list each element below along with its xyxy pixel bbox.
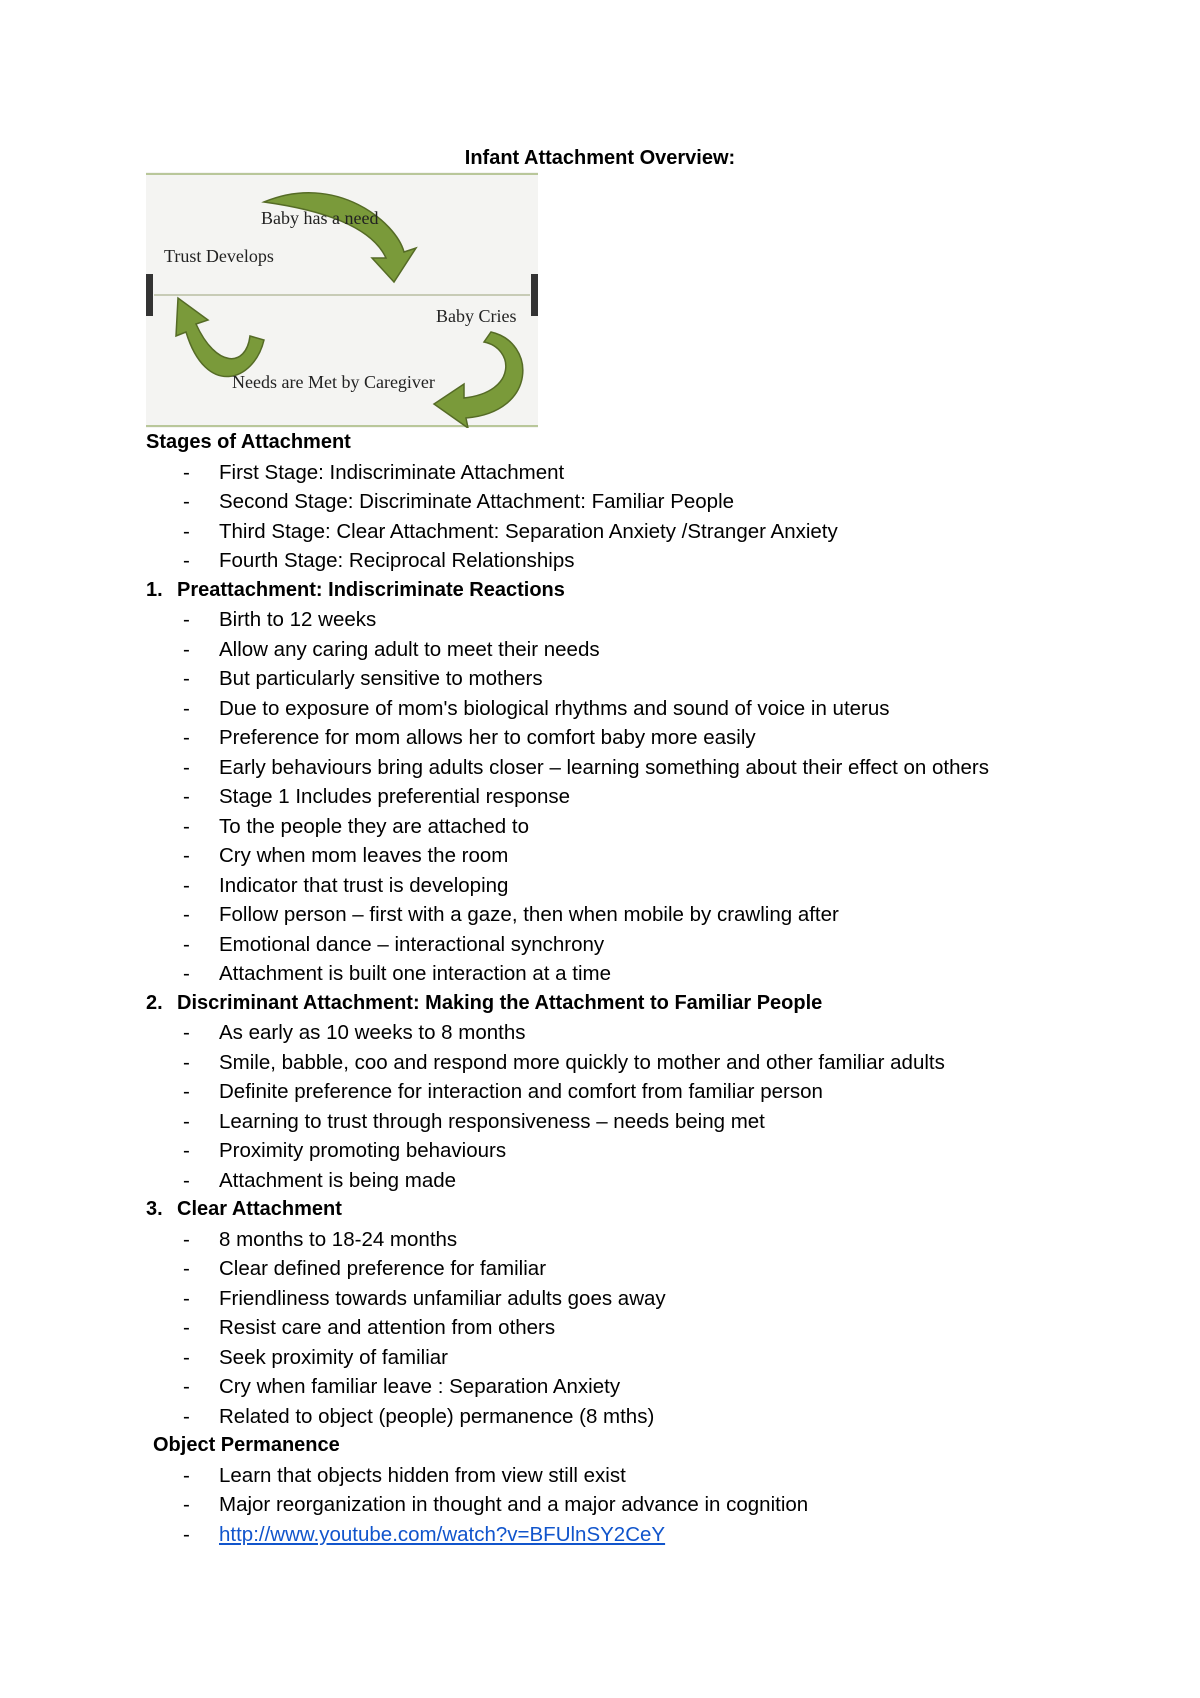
list-item: - Second Stage: Discriminate Attachment: Familiar People xyxy=(183,490,735,513)
list-item: - Related to object (people) permanence (8 mths) xyxy=(183,1404,655,1428)
list-item: - Emotional dance – interactional synchrony xyxy=(183,932,605,956)
stages-heading: Stages of Attachment xyxy=(146,431,351,453)
page-title: Infant Attachment Overview: xyxy=(464,147,736,169)
preattachment-heading: 1. Preattachment: Indiscriminate Reactions xyxy=(146,578,565,601)
discriminant-heading: 2. Discriminant Attachment: Making the Attachment to Familiar People xyxy=(146,991,823,1014)
list-item: - To the people they are attached to xyxy=(183,814,530,838)
list-item: - Proximity promoting behaviours xyxy=(183,1139,507,1162)
list-item: - Attachment is built one interaction at a time xyxy=(183,962,611,985)
document-body xyxy=(146,428,1156,1549)
label-baby-cries: Baby Cries xyxy=(436,306,517,326)
label-baby-has-need: Baby has a need xyxy=(261,208,379,228)
clear-attachment-heading: 3. Clear Attachment xyxy=(146,1198,342,1220)
list-item: - Cry when mom leaves the room xyxy=(183,844,509,867)
attachment-cycle-diagram xyxy=(146,172,538,428)
list-item: - Allow any caring adult to meet their needs xyxy=(183,637,600,661)
list-item: - Smile, babble, coo and respond more quickly to mother and other familiar adults xyxy=(183,1050,945,1074)
preattachment-list xyxy=(146,605,1156,989)
object-permanence-list xyxy=(146,1461,1156,1550)
youtube-link[interactable]: http://www.youtube.com/watch?v=BFUlnSY2CeY xyxy=(219,1522,666,1546)
list-item: - Birth to 12 weeks xyxy=(183,608,377,631)
list-item: - Due to exposure of mom's biological rhythms and sound of voice in uterus xyxy=(183,696,890,720)
list-item: - Early behaviours bring adults closer – learning something about their effect on others xyxy=(183,755,989,779)
left-edge-bar xyxy=(146,274,153,316)
list-item: - Clear defined preference for familiar xyxy=(183,1257,547,1280)
list-item: - As early as 10 weeks to 8 months xyxy=(183,1021,526,1044)
list-item: - 8 months to 18-24 months xyxy=(183,1227,458,1251)
list-item: - Learning to trust through responsiveness – needs being met xyxy=(183,1109,765,1133)
list-item: - First Stage: Indiscriminate Attachment xyxy=(183,460,565,484)
stages-list xyxy=(146,458,1156,576)
list-item: - But particularly sensitive to mothers xyxy=(183,667,543,690)
clear-attachment-list xyxy=(146,1225,1156,1432)
list-item: - Friendliness towards unfamiliar adults goes away xyxy=(183,1286,666,1310)
list-item: - Indicator that trust is developing xyxy=(183,873,509,897)
list-item: - Stage 1 Includes preferential response xyxy=(183,785,571,808)
label-trust-develops: Trust Develops xyxy=(164,246,274,266)
list-item: - Attachment is being made xyxy=(183,1168,457,1192)
list-item: - Resist care and attention from others xyxy=(183,1316,556,1339)
list-item: - Learn that objects hidden from view still exist xyxy=(183,1463,626,1487)
list-item: - http://www.youtube.com/watch?v=BFUlnSY2CeY xyxy=(183,1522,666,1546)
list-item: - Preference for mom allows her to comfort baby more easily xyxy=(183,726,756,749)
cycle-diagram-svg xyxy=(146,172,538,428)
list-item: - Major reorganization in thought and a major advance in cognition xyxy=(183,1493,809,1516)
right-edge-bar xyxy=(531,274,538,316)
object-permanence-heading: Object Permanence xyxy=(153,1434,340,1456)
list-item: - Seek proximity of familiar xyxy=(183,1345,448,1369)
list-item: - Fourth Stage: Reciprocal Relationships xyxy=(183,549,575,572)
label-needs-met: Needs are Met by Caregiver xyxy=(232,372,435,392)
list-item: - Third Stage: Clear Attachment: Separation Anxiety /Stranger Anxiety xyxy=(183,519,838,543)
discriminant-list xyxy=(146,1018,1156,1195)
list-item: - Follow person – first with a gaze, then when mobile by crawling after xyxy=(183,903,839,926)
list-item: - Definite preference for interaction and comfort from familiar person xyxy=(183,1080,823,1103)
list-item: - Cry when familiar leave : Separation Anxiety xyxy=(183,1375,621,1398)
